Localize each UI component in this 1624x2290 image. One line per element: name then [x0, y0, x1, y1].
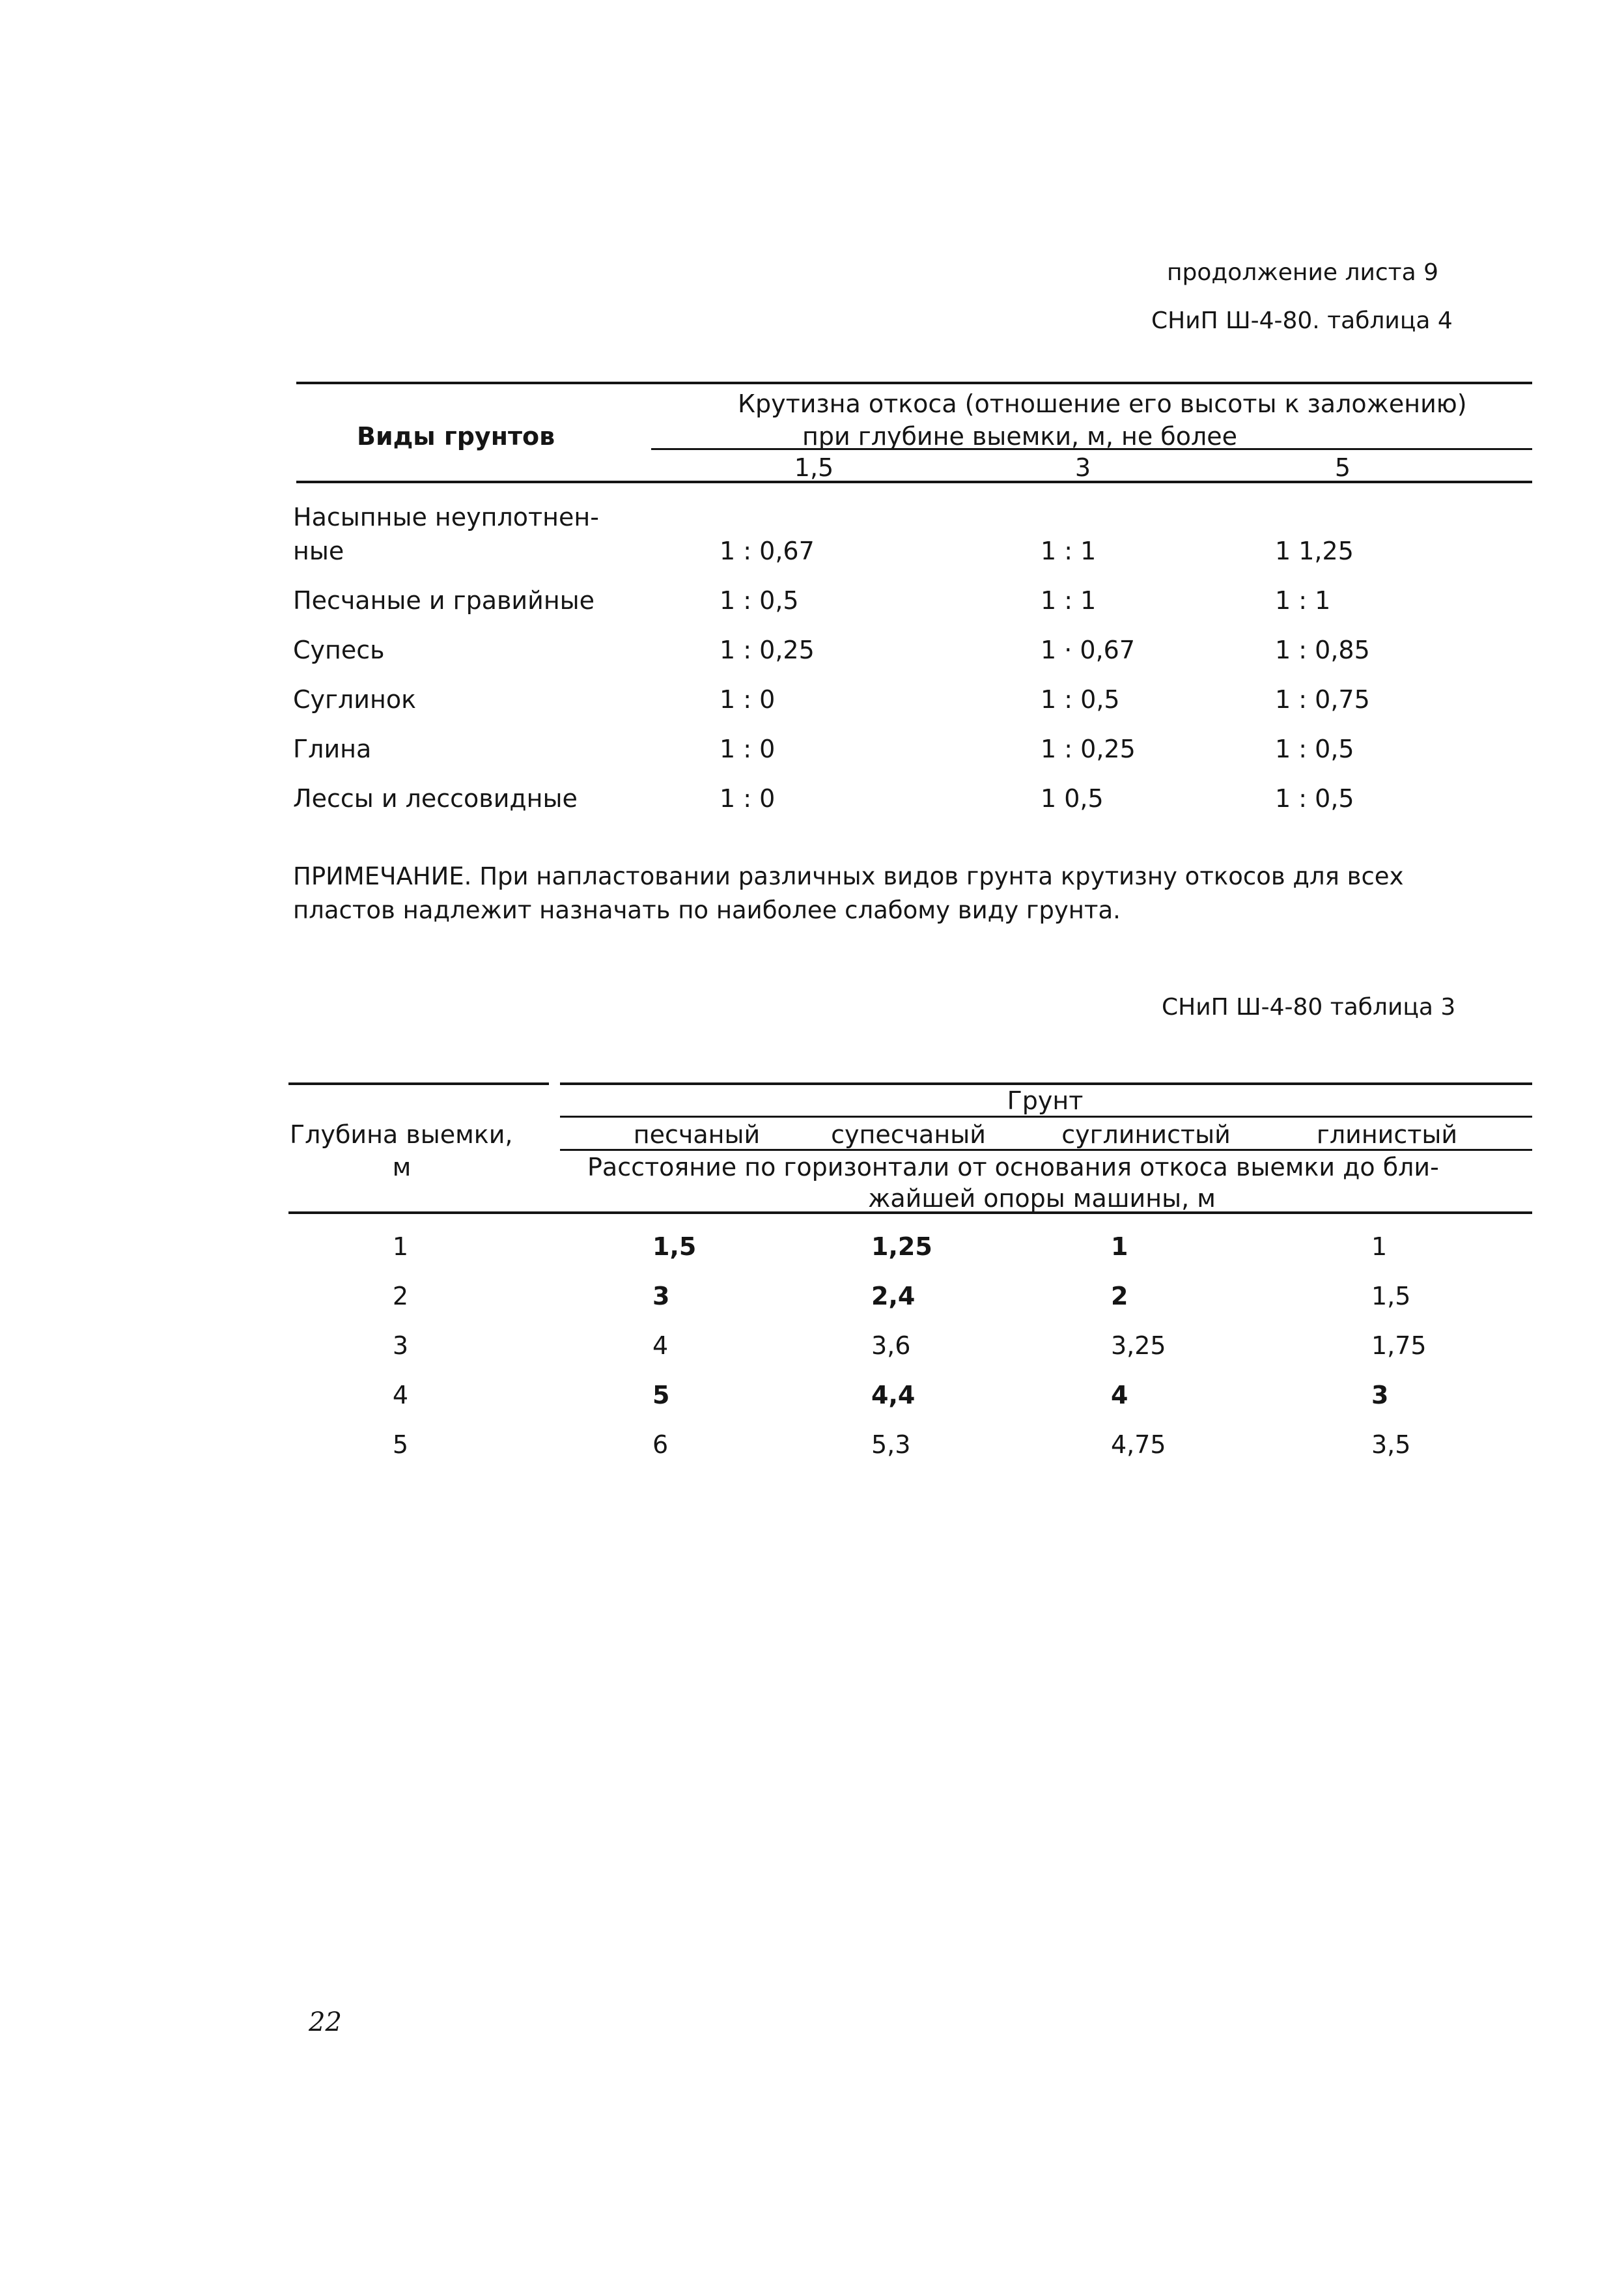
table4-cell: 1 : 0,25	[1041, 735, 1136, 763]
table4-cell: 1 : 1	[1041, 537, 1097, 565]
table3-cell: 3	[652, 1282, 670, 1310]
table4-cell: 1 : 1	[1041, 586, 1097, 615]
table4-col-label: Виды грунтов	[357, 422, 555, 451]
table4-row-name-cont: ные	[293, 537, 344, 565]
table4-cell: 1 : 0,5	[1041, 685, 1120, 714]
table4-row-name: Суглинок	[293, 685, 417, 714]
table3-cell: 2,4	[871, 1282, 916, 1310]
table3-sub-header-line2: жайшей опоры машины, м	[868, 1184, 1216, 1213]
table3-depth: 2	[392, 1282, 409, 1310]
table3-cell: 6	[652, 1430, 669, 1459]
table4-depth-1: 1,5	[794, 453, 834, 482]
table4-cell: 1 : 1	[1275, 586, 1331, 615]
table3-cell: 1,5	[1371, 1282, 1411, 1310]
table3-soil-loamy: суглинистый	[1061, 1120, 1231, 1149]
note-line2: пластов надлежит назначать по наиболее слабому виду грунта.	[293, 896, 1121, 924]
table3-col-label-line1: Глубина выемки,	[290, 1120, 513, 1149]
table4-cell: 1 : 0	[720, 735, 776, 763]
table3-cell: 3,5	[1371, 1430, 1411, 1459]
table3-depth: 4	[392, 1381, 409, 1409]
table3-cell: 1	[1371, 1232, 1388, 1261]
table3-cell: 5	[652, 1381, 670, 1409]
table3-soil-rule	[560, 1149, 1532, 1151]
table4-cell: 1 : 0,5	[1275, 784, 1354, 813]
table4-cell: 1 : 0,75	[1275, 685, 1370, 714]
table3-cell: 2	[1111, 1282, 1128, 1310]
table3-cell: 4	[652, 1331, 669, 1360]
continuation-label: продолжение листа 9	[1167, 259, 1439, 286]
table4-row-name: Глина	[293, 735, 372, 763]
table3-cell: 4,4	[871, 1381, 916, 1409]
table4-row-name: Лессы и лессовидные	[293, 784, 578, 813]
table3-cell: 1	[1111, 1232, 1128, 1261]
table4-cell: 1 : 0,67	[720, 537, 815, 565]
table4-source: СНиП Ш-4-80. таблица 4	[1151, 307, 1453, 334]
table4-row-name: Супесь	[293, 636, 385, 664]
table4-cell: 1 : 0	[720, 685, 776, 714]
page-number: 22	[309, 2007, 342, 2037]
table3-cell: 3	[1371, 1381, 1389, 1409]
table3-source: СНиП Ш-4-80 таблица 3	[1162, 994, 1456, 1021]
table3-group-rule	[560, 1116, 1532, 1118]
table4-depth-2: 3	[1074, 453, 1091, 482]
table3-soil-clay: глинистый	[1316, 1120, 1458, 1149]
table4-cell: 1 : 0,85	[1275, 636, 1370, 664]
table3-cell: 1,25	[871, 1232, 932, 1261]
table3-cell: 3,6	[871, 1331, 911, 1360]
table4-cell: 1 · 0,67	[1041, 636, 1136, 664]
table3-cell: 5,3	[871, 1430, 911, 1459]
table3-soil-sandy-loam: супесчаный	[831, 1120, 986, 1149]
table4-row-name: Насыпные неуплотнен-	[293, 503, 599, 531]
table3-depth: 5	[392, 1430, 409, 1459]
table3-depth: 1	[392, 1232, 409, 1261]
table4-group-header-line1: Крутизна откоса (отношение его высоты к заложению)	[738, 389, 1467, 418]
table3-cell: 1,75	[1371, 1331, 1427, 1360]
note-line1: ПРИМЕЧАНИЕ. При напластовании различных видов грунта крутизну откосов для всех	[293, 862, 1404, 890]
table3-col-label-line2: м	[392, 1153, 412, 1181]
table3-cell: 3,25	[1111, 1331, 1166, 1360]
table3-top-rule-right	[560, 1082, 1532, 1085]
table3-depth: 3	[392, 1331, 409, 1360]
table4-cell: 1 : 0	[720, 784, 776, 813]
table3-top-rule-left	[288, 1082, 549, 1085]
table3-sub-header-line1: Расстояние по горизонтали от основания откоса выемки до бли-	[587, 1153, 1439, 1181]
table3-cell: 4	[1111, 1381, 1128, 1409]
table4-cell: 1 0,5	[1041, 784, 1104, 813]
table4-top-rule	[296, 382, 1532, 384]
table4-depth-3: 5	[1334, 453, 1351, 482]
table4-row-name: Песчаные и гравийные	[293, 586, 595, 615]
table3-group-header: Грунт	[1007, 1086, 1084, 1115]
table4-cell: 1 1,25	[1275, 537, 1354, 565]
table4-cell: 1 : 0,5	[1275, 735, 1354, 763]
table3-cell: 1,5	[652, 1232, 697, 1261]
table4-group-header-line2: при глубине выемки, м, не более	[802, 422, 1238, 451]
table3-cell: 4,75	[1111, 1430, 1166, 1459]
table3-soil-sandy: песчаный	[633, 1120, 761, 1149]
table4-cell: 1 : 0,5	[720, 586, 799, 615]
table4-cell: 1 : 0,25	[720, 636, 815, 664]
